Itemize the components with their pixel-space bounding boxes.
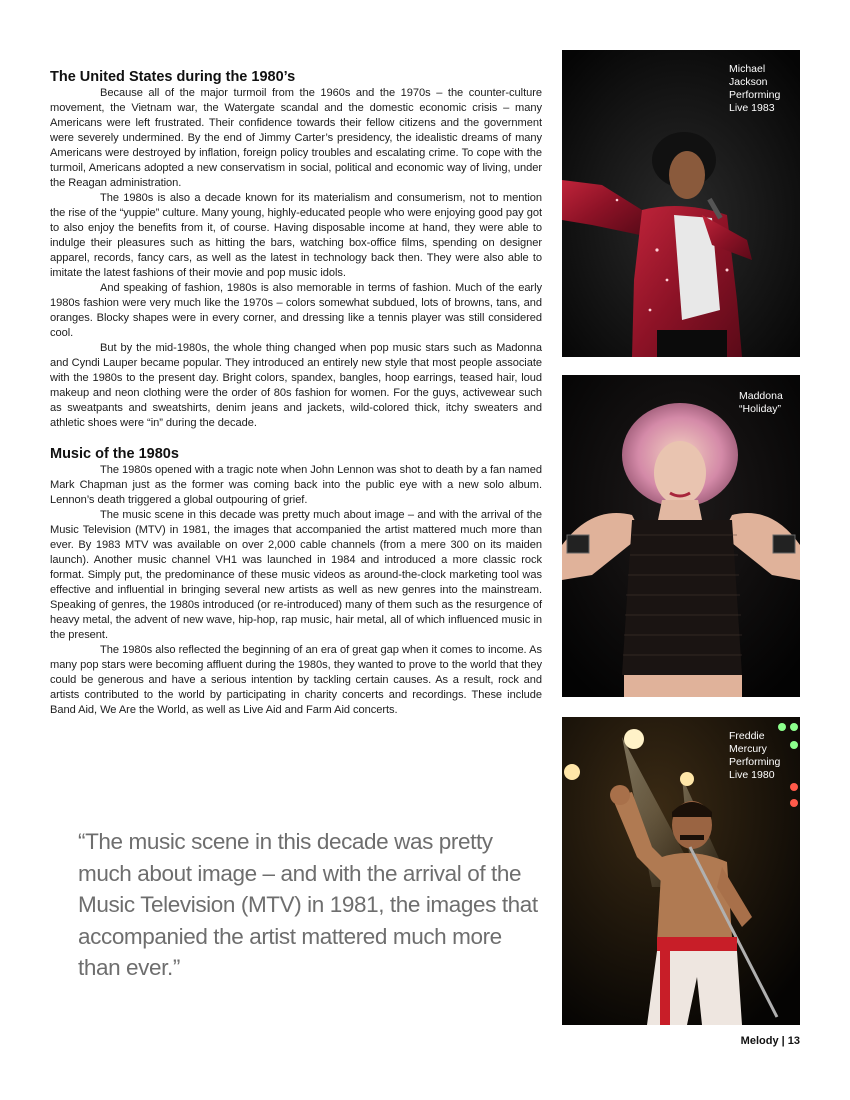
body-paragraph: The 1980s also reflected the beginning of an era of great gap when it comes to income. As many pop stars were becoming affluent during the 1980s, they wanted to prove to the world that they could be generous and have a serious intention by tackling certain causes. As a result, rock and artists contributed to the world by participating in charity concerts and recordings. These include Band Aid, We Are the World, as well as Live Aid and Farm Aid concerts. xyxy=(50,644,542,716)
photo-michael-jackson xyxy=(562,50,800,357)
body-paragraph: The 1980s opened with a tragic note when John Lennon was shot to death by a fan named Mark Chapman just as the former was coming back into the public eye with a new solo album. Lennon’s death triggered a global outpouring of grief. xyxy=(50,464,542,506)
body-paragraph: But by the mid-1980s, the whole thing changed when pop music stars such as Madonna and Cyndi Lauper became popular. They introduced an entirely new style that most people associate with the 1980s to the present day. Bright colors, spandex, bangles, hoop earrings, teased hair, loud makeup and neon clothing were the order of 80s fashion for women. For the guys, activewear such as sweatpants and sweatshirts, denim jeans and jackets, wild-colored thick, itchy sweaters and athletic shoes were “in” during the decade. xyxy=(50,342,542,429)
photo-caption: Freddie Mercury Performing Live 1980 xyxy=(729,730,781,781)
section-heading-music-1980s: Music of the 1980s xyxy=(50,446,179,462)
pull-quote: “The music scene in this decade was pretty much about image – and with the arrival of the Music Television (MTV) in 1981, the images that accompanied the artist mattered much more than ever.” xyxy=(78,829,538,980)
photo-caption: Michael Jackson Performing Live 1983 xyxy=(729,63,781,114)
section-heading-us-1980s: The United States during the 1980’s xyxy=(50,69,296,85)
photo-caption: Maddona “Holiday” xyxy=(739,390,783,415)
body-paragraph: And speaking of fashion, 1980s is also memorable in terms of fashion. Much of the early 1980s fashion were very much like the 1970s – colors somewhat subdued, lots of browns, tans, and oranges. Blocky shapes were in every corner, and dressing like a tennis player was still considered cool. xyxy=(50,282,542,339)
body-paragraph: Because all of the major turmoil from the 1960s and the 1970s – the counter-culture movement, the Vietnam war, the Watergate scandal and the domestic economic crisis – many Americans were left frustrated. Their confidence towards their fellow citizens and the government were severely undermined. By the end of Jimmy Carter’s presidency, the idealistic dreams of many Americans were destroyed by inflation, foreign policy troubles and escalating crime. To cope with the turmoil, Americans adopted a new conservatism in social, political and economic way of living, under the Reagan administration. xyxy=(50,87,542,189)
article-body xyxy=(50,68,542,718)
photo-madonna-image xyxy=(562,375,800,697)
page-footer: Melody | 13 xyxy=(740,1035,800,1047)
photo-freddie-mercury xyxy=(562,717,800,1025)
body-paragraph: The 1980s is also a decade known for its materialism and consumerism, not to mention the rise of the “yuppie” culture. Many young, highly-educated people who were enjoying good pay got to also enjoy the benefits from it, of course. Having disposable income at hand, they were able to indulge their pleasures such as hitting the bars, watching box-office films, spending on designer apparel, records, fancy cars, as well as the latest in technology back then. They were also able to imitate the latest fashions of their movie and pop music idols. xyxy=(50,192,542,279)
photo-madonna xyxy=(562,375,800,697)
body-paragraph: The music scene in this decade was pretty much about image – and with the arrival of the Music Television (MTV) in 1981, the images that accompanied the artist mattered much more than ever. By 1983 MTV was available on over 2,000 cable channels (from a mere 300 on its maiden launch). Another music channel VH1 was launched in 1984 and introduced a more classic rock format. Simply put, the predominance of these music videos as around-the-clock marketing tool was effective and influential in bringing several new artists as well as new genres into the mainstream. Speaking of genres, the 1980s introduced (or re-introduced) many of them such as the resurgence of heavy metal, the advent of new wave, hip-hop, rap music, hair metal, all of which influenced music in the present. xyxy=(50,509,542,641)
